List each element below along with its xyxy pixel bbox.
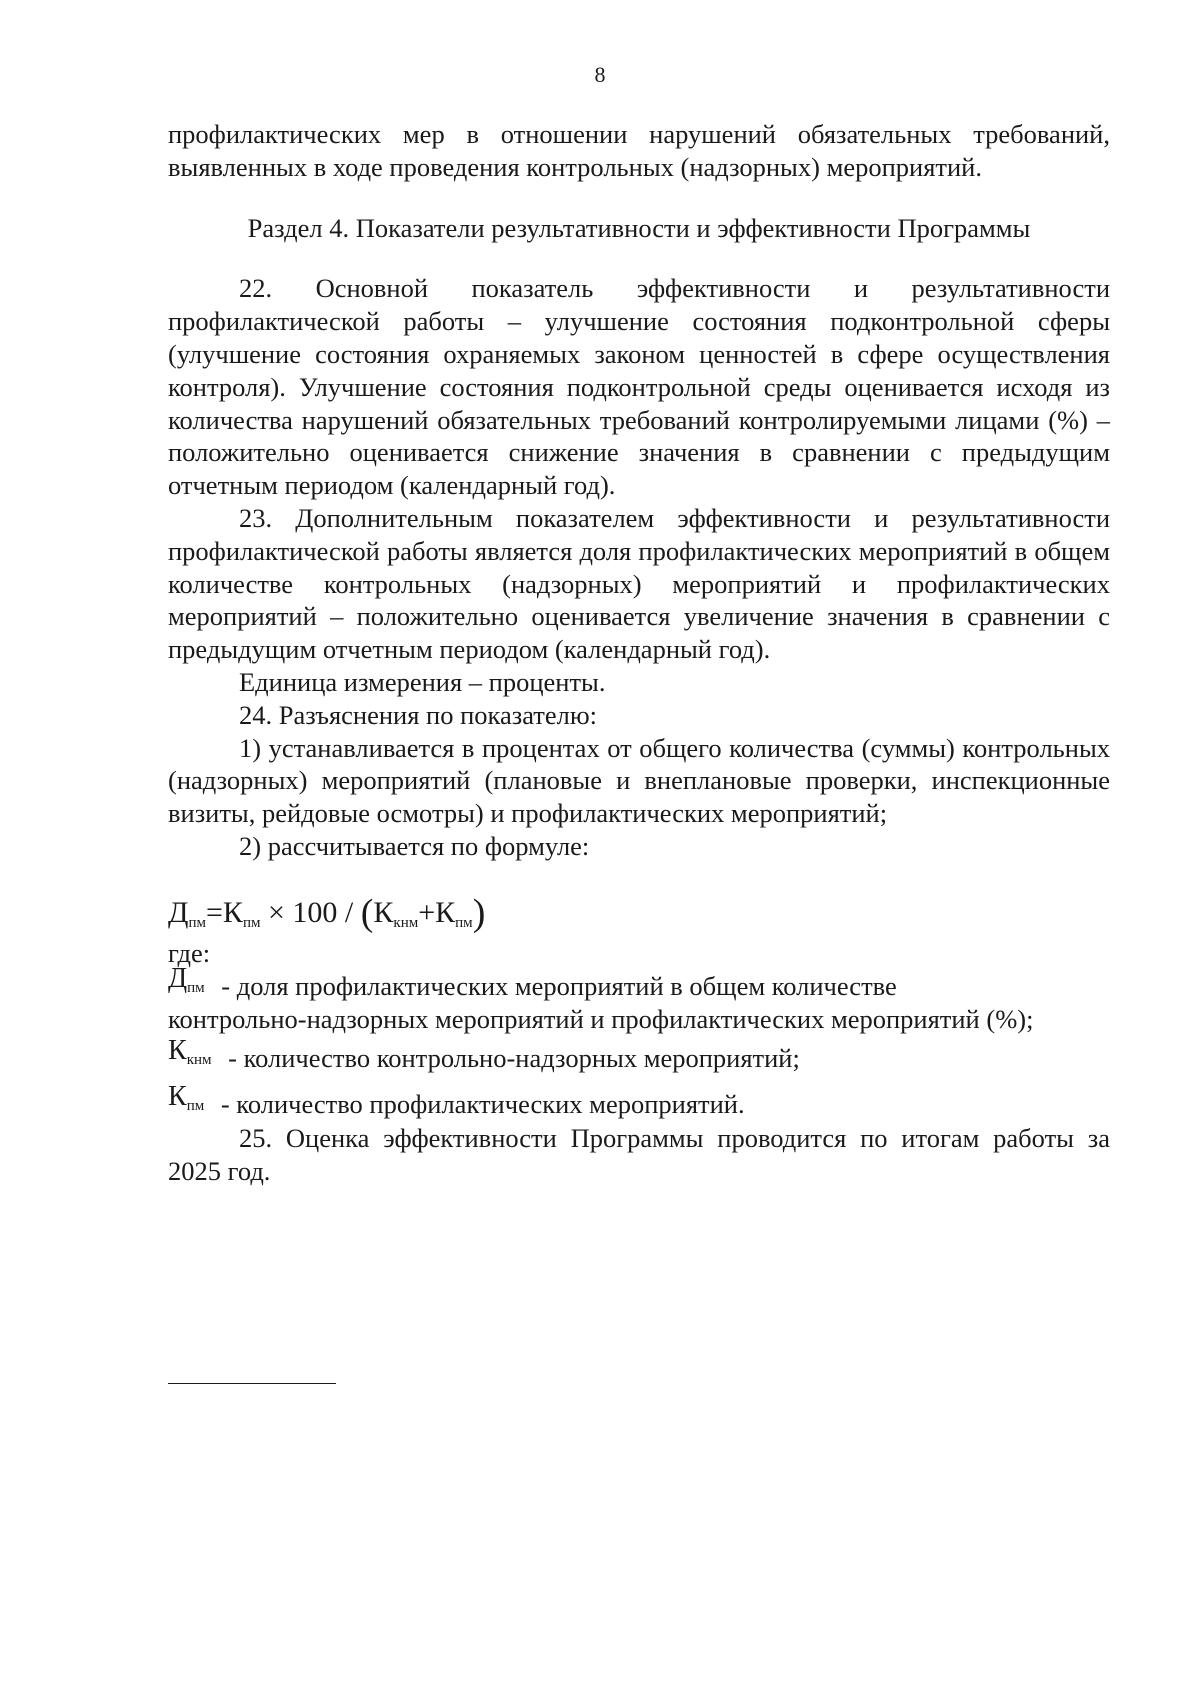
document-body	[168, 118, 1110, 1187]
formula-equals: =	[206, 895, 223, 929]
definition-d-pm	[168, 962, 1110, 1004]
paragraph-23: 23. Дополнительным показателем эффективности и результативности профилактической работы является доля профилактических мероприятий в общем количестве контрольных (надзорных) мероприятий и профилактических мероприятий – положительно оценивается увеличение значения в сравнении с предыдущим отчетным периодом (календарный год).	[168, 502, 1110, 665]
formula-k-pm-subscript: пм	[242, 914, 261, 931]
var-k-pm: $К_{пм}$	[168, 1080, 205, 1114]
section-heading: Раздел 4. Показатели результативности и эффективности Программы	[247, 212, 1031, 243]
definition-k-pm	[168, 1080, 1110, 1122]
paragraph-24-title: 24. Разъяснения по показателю:	[239, 699, 598, 730]
formula-k-letter-3: К	[435, 895, 456, 929]
unit-line: Единица измерения – проценты.	[239, 666, 606, 697]
formula-k-letter: К	[222, 895, 243, 929]
paragraph-24-item-2: 2) рассчитывается по формуле:	[239, 830, 590, 861]
formula	[168, 893, 1110, 933]
formula-k-letter-2: К	[373, 895, 394, 929]
definition-k-pm-text: - количество профилактических мероприятий.	[214, 1088, 745, 1119]
where-label: где:	[168, 937, 211, 968]
paragraph-22: 22. Основной показатель эффективности и результативности профилактической работы – улучшение состояния подконтрольной сферы (улучшение состояния охраняемых законом ценностей в сфере осуществления контроля). Улучшение состояния подконтрольной среды оценивается исходя из количества нарушений обязательных требований контролируемыми лицами (%) – положительно оценивается снижение значения в сравнении с предыдущим отчетным периодом (календарный год).	[168, 273, 1110, 501]
formula-times-100: × 100 /	[260, 895, 361, 929]
definition-k-knm	[168, 1035, 1110, 1076]
var-k-knm: $К_{кнм}$	[168, 1035, 212, 1069]
paragraph-25: 25. Оценка эффективности Программы проводится по итогам работы за 2025 год.	[168, 1122, 1110, 1186]
formula-d-subscript: пм	[188, 914, 206, 931]
definition-d-pm-text: - доля профилактических мероприятий в общем количестве	[214, 970, 897, 1001]
formula-k-pm-subscript-2: пм	[455, 914, 473, 931]
formula-k-knm-subscript: кнм	[393, 914, 419, 931]
formula-close-paren: )	[472, 891, 486, 934]
continuation-paragraph: профилактических мер в отношении нарушений обязательных требований, выявленных в ходе проведения контрольных (надзорных) мероприятий.	[168, 119, 1110, 182]
formula-open-paren: (	[360, 891, 374, 934]
footnote-divider	[168, 1383, 336, 1384]
var-d-pm: $Д_{пм}$	[168, 962, 205, 996]
paragraph-24-item-1: 1) устанавливается в процентах от общего количества (суммы) контрольных (надзорных) мероприятий (плановые и внеплановые проверки, инспекционные визиты, рейдовые осмотры) и профилактических мероприятий;	[168, 732, 1110, 829]
formula-d-letter: Д	[168, 895, 189, 929]
formula-plus: +	[418, 895, 436, 929]
definition-k-knm-text: - количество контрольно-надзорных мероприятий;	[221, 1043, 800, 1074]
page-number: 8	[594, 62, 606, 87]
definition-d-pm-continued: контрольно-надзорных мероприятий и профилактических мероприятий (%);	[168, 1004, 1034, 1035]
